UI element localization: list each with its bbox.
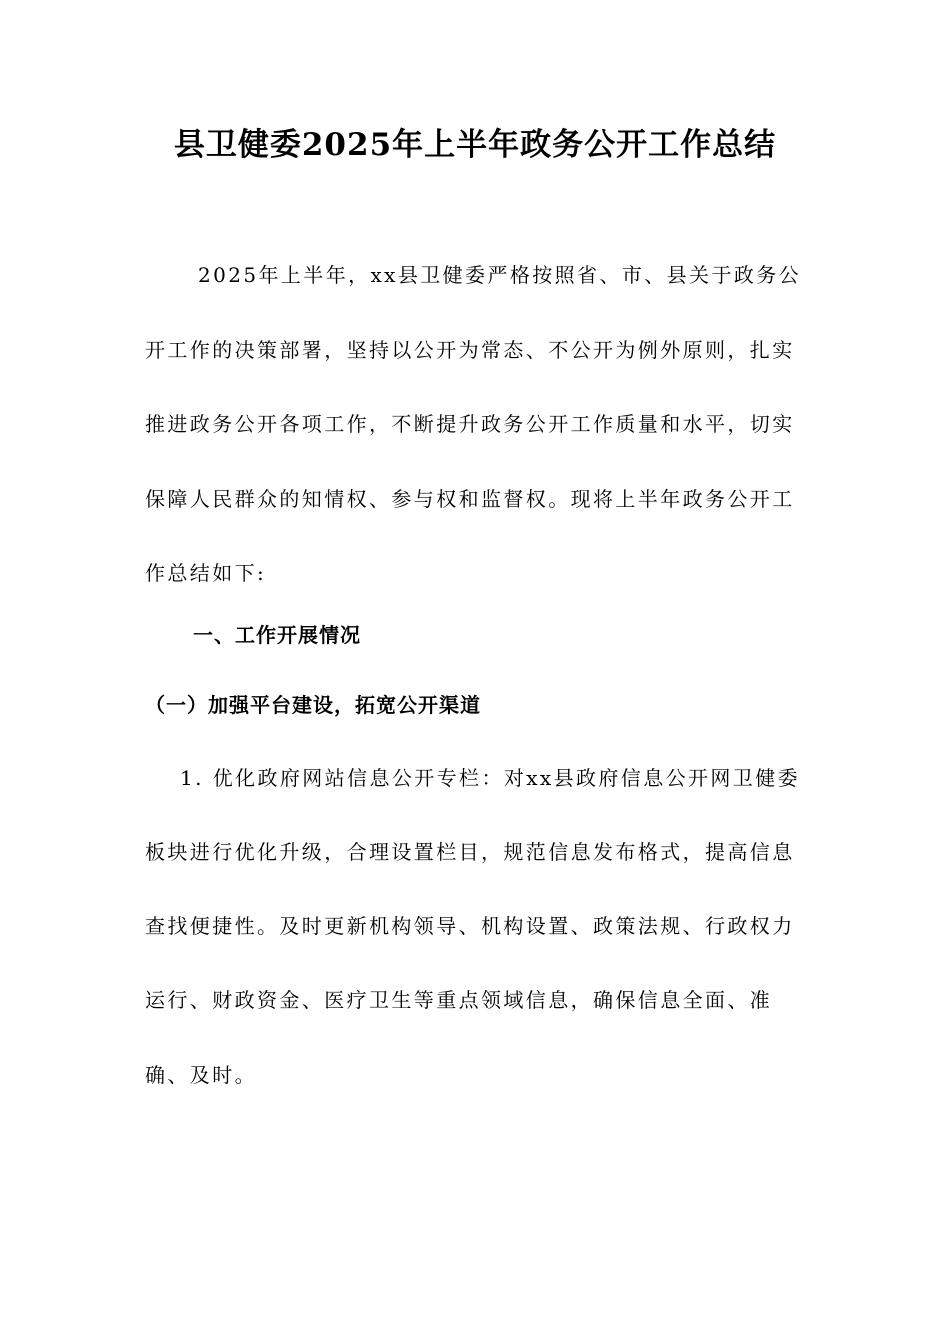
paragraph-line: 开工作的决策部署，坚持以公开为常态、不公开为例外原则，扎实 <box>145 338 795 362</box>
paragraph-line: 查找便捷性。及时更新机构领导、机构设置、政策法规、行政权力 <box>145 914 795 938</box>
paragraph-line: 2025年上半年，xx县卫健委严格按照省、市、县关于政务公 <box>198 263 802 287</box>
paragraph-line: 运行、财政资金、医疗卫生等重点领域信息，确保信息全面、准 <box>145 988 773 1012</box>
paragraph-line: 作总结如下: <box>145 561 267 585</box>
document-title: 县卫健委2025年上半年政务公开工作总结 <box>173 127 777 163</box>
paragraph-line: 保障人民群众的知情权、参与权和监督权。现将上半年政务公开工 <box>145 487 795 511</box>
paragraph-line: 板块进行优化升级，合理设置栏目，规范信息发布格式，提高信息 <box>145 840 795 864</box>
section-heading: 一、工作开展情况 <box>193 623 361 647</box>
paragraph-line: 确、及时。 <box>145 1063 257 1087</box>
paragraph-line: 推进政务公开各项工作，不断提升政务公开工作质量和水平，切实 <box>145 412 795 436</box>
paragraph-line: 1. 优化政府网站信息公开专栏：对xx县政府信息公开网卫健委 <box>180 766 800 790</box>
subsection-heading: （一）加强平台建设，拓宽公开渠道 <box>145 693 481 717</box>
